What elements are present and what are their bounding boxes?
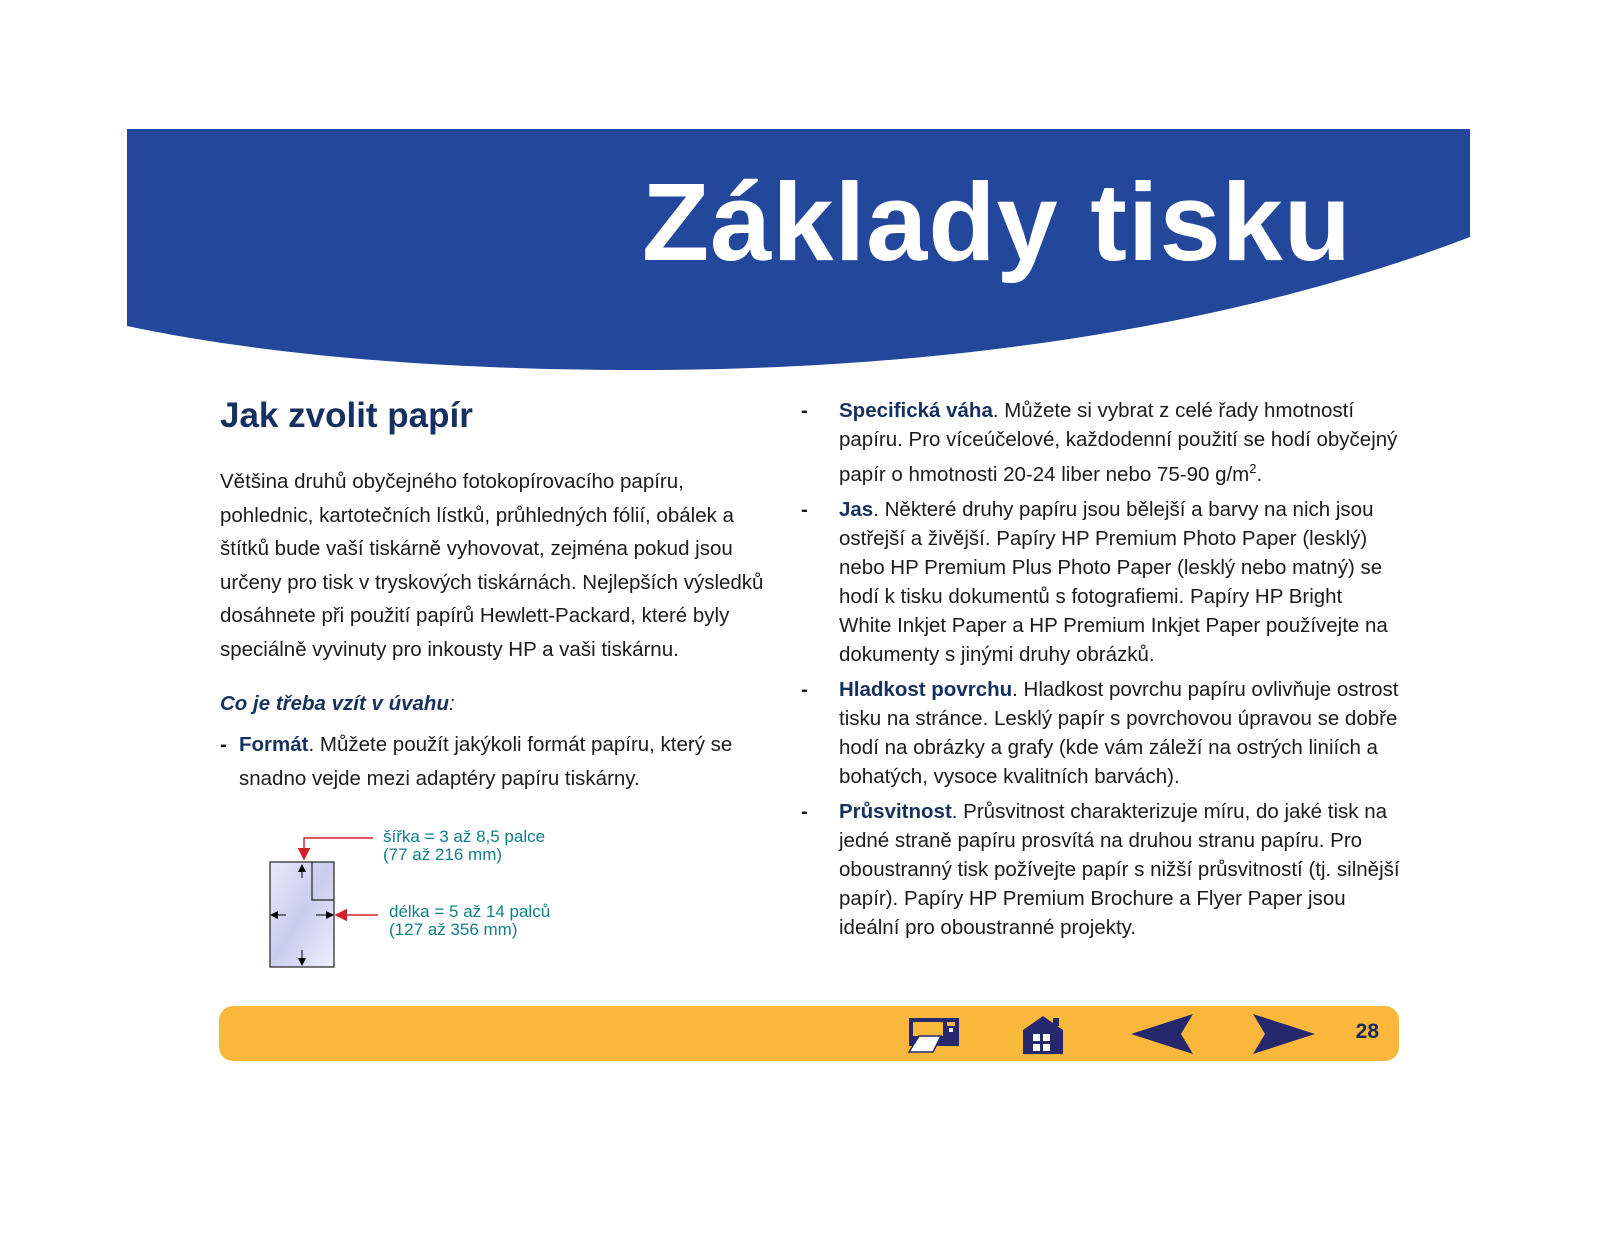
opacity-bullet — [801, 797, 1400, 942]
width-label-line1: šířka = 3 až 8,5 palce — [383, 827, 546, 846]
navigation-bar — [219, 1006, 1399, 1061]
bullet-marker: - — [801, 799, 808, 823]
page-title: Základy tisku — [642, 161, 1352, 284]
page-number: 28 — [1355, 1020, 1379, 1043]
bullet-marker: - — [220, 733, 227, 756]
considerations-heading-colon: : — [448, 692, 455, 715]
opacity-text: . Průsvitnost charakterizuje míru, do jaké tisk na jedné straně papíru prosvítá na druhou stranu papíru. Pro oboustranný tisk požívejte papír s nižší průsvitností (tj. silnější papír). Papíry HP Premium Brochure a Flyer Paper jsou ideální pro oboustranné projekty. — [839, 799, 1400, 939]
length-label — [389, 903, 550, 939]
intro-paragraph: Většina druhů obyčejného fotokopírovacího papíru, pohlednic, kartotečních lístků, průhledných fólií, obálek a štítků bude vaší tiskárně vyhovovat, zejména pokud jsou určeny pro tisk v tryskových tiskárnách. Nejlepších výsledků dosáhnete při použití papírů Hewlett-Packard, které byly speciálně vyvinuty pro inkousty HP a vaši tiskárnu. — [220, 470, 764, 661]
printer-button[interactable] — [903, 1014, 963, 1054]
width-label — [383, 828, 545, 864]
smoothness-term: Hladkost povrchu — [839, 677, 1013, 701]
bullet-marker: - — [801, 399, 808, 422]
home-button[interactable] — [1013, 1014, 1073, 1054]
paper-size-diagram — [268, 827, 598, 975]
format-bullet — [220, 728, 780, 795]
considerations-heading-text: Co je třeba vzít v úvahu — [220, 692, 449, 715]
left-column — [220, 395, 780, 795]
home-icon — [1013, 1014, 1073, 1054]
length-label-line2: (127 až 356 mm) — [389, 920, 518, 939]
smoothness-text: . Hladkost povrchu papíru ovlivňuje ostrost tisku na stránce. Lesklý papír s povrchovou úpravou se dobře hodí na obrázky a grafy (kde vám záleží na ostrých liniích a bohatých, vysoce kvalitních barvách). — [839, 677, 1399, 788]
section-heading: Jak zvolit papír — [220, 396, 473, 435]
brightness-bullet — [801, 495, 1400, 669]
considerations-heading — [220, 690, 780, 718]
length-label-line1: délka = 5 až 14 palců — [389, 902, 551, 921]
weight-text-end: . — [1256, 462, 1263, 486]
bullet-marker: - — [801, 677, 808, 701]
width-pointer — [304, 838, 373, 855]
previous-page-button[interactable] — [1129, 1014, 1199, 1054]
format-term: Formát — [239, 733, 309, 756]
opacity-term: Průsvitnost — [839, 799, 952, 823]
right-column — [801, 396, 1400, 948]
brightness-text: . Některé druhy papíru jsou bělejší a barvy na nich jsou ostřejší a živější. Papíry HP Premium Photo Paper (lesklý) nebo HP Premium Plus Photo Paper (lesklý nebo matný) se hodí k tisku dokumentů s fotografiemi. Papíry HP Bright White Inkjet Paper a HP Premium Inkjet Paper používejte na dokumenty s jinými druhy obrázků. — [839, 497, 1388, 666]
weight-text: . Můžete si vybrat z celé řady hmotností papíru. Pro víceúčelové, každodenní použití se hodí obyčejný papír o hmotnosti 20-24 liber nebo 75-90 g/m — [839, 399, 1398, 486]
smoothness-bullet — [801, 675, 1400, 791]
width-label-line2: (77 až 216 mm) — [383, 845, 503, 864]
weight-term: Specifická váha — [839, 399, 993, 422]
previous-arrow-icon — [1129, 1014, 1199, 1054]
next-arrow-icon — [1247, 1014, 1317, 1054]
next-page-button[interactable] — [1247, 1014, 1317, 1054]
bullet-marker: - — [801, 497, 808, 521]
format-text: . Můžete použít jakýkoli formát papíru, který se snadno vejde mezi adaptéry papíru tiskárny. — [239, 733, 733, 790]
printer-icon — [903, 1014, 963, 1054]
weight-bullet — [801, 396, 1400, 489]
weight-superscript: 2 — [1249, 461, 1257, 476]
brightness-term: Jas — [839, 497, 874, 521]
